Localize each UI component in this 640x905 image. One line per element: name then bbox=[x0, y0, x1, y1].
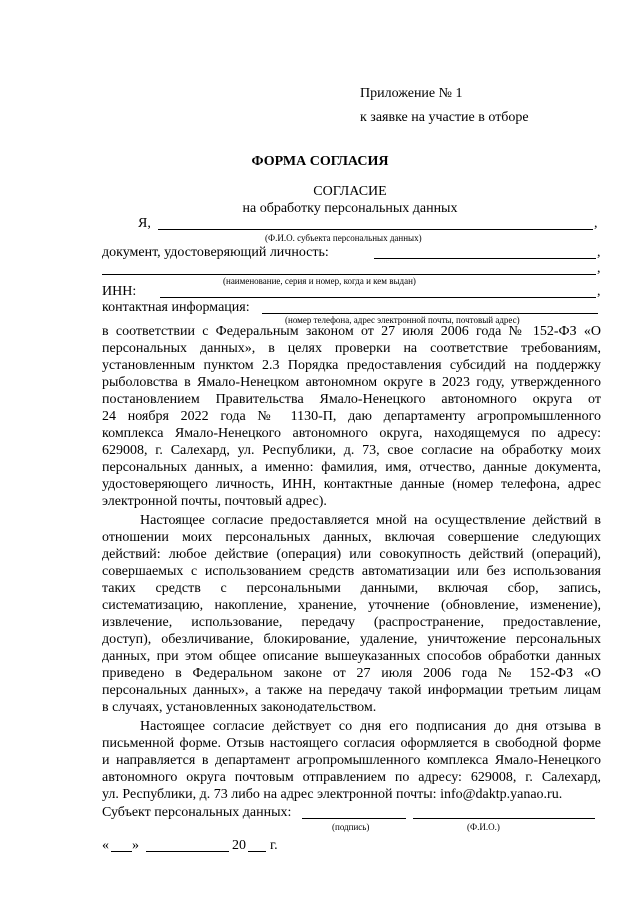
signature-hint: (подпись) bbox=[332, 822, 370, 832]
paragraph-line: удостоверяющего личность, ИНН, контактные данные (номер телефона, адрес bbox=[102, 477, 601, 492]
subject-name-field[interactable] bbox=[158, 229, 593, 230]
paragraph-line: таких средств с персональными данными, включая сбор, запись, bbox=[102, 581, 601, 596]
paragraph-line: и направляется в департамент агропромышленного комплекса Ямало-Ненецкого bbox=[102, 753, 601, 768]
paragraph-line: действий: любое действие (операция) или совокупность действий (операций), bbox=[102, 547, 601, 562]
paragraph-line: в случаях, установленных законодательством. bbox=[102, 700, 377, 715]
appendix-number: Приложение № 1 bbox=[360, 86, 463, 101]
signature-label: Субъект персональных данных: bbox=[102, 805, 292, 820]
date-open-quote: « bbox=[102, 838, 109, 853]
comma: , bbox=[597, 261, 601, 276]
paragraph-line: рыболовства в Ямало-Ненецком автономном округе в 2023 году, утвержденного bbox=[102, 375, 601, 390]
paragraph-line: совершаемых с использованием средств автоматизации или без использования bbox=[102, 564, 601, 579]
paragraph-line: в соответствии с Федеральным законом от 27 июля 2006 года № 152-ФЗ «О bbox=[102, 324, 601, 339]
date-month-field[interactable] bbox=[146, 851, 229, 852]
paragraph-line: 629008, г. Салехард, ул. Республики, д. 73, свое согласие на обработку моих bbox=[102, 443, 601, 458]
contact-hint: (номер телефона, адрес электронной почты, почтовый адрес) bbox=[285, 315, 520, 325]
paragraph-line: приведено в Федеральном законе от 27 июля 2006 года № 152-ФЗ «О bbox=[102, 666, 601, 681]
paragraph-line: 24 ноября 2022 года № 1130-П, даю департаменту агропромышленного bbox=[102, 409, 601, 424]
date-year-suffix: г. bbox=[270, 838, 278, 853]
signature-name-hint: (Ф.И.О.) bbox=[467, 822, 500, 832]
signature-name-field[interactable] bbox=[413, 818, 595, 819]
paragraph-line: комплекса Ямало-Ненецкого автономного округа, находящемуся по адресу: bbox=[102, 426, 601, 441]
paragraph-line: персональных данных, а именно: фамилия, имя, отчество, данные документа, bbox=[102, 460, 601, 475]
subject-prefix: Я, bbox=[138, 216, 151, 231]
signature-field[interactable] bbox=[302, 818, 406, 819]
date-year-prefix: 20 bbox=[232, 838, 246, 853]
contact-field[interactable] bbox=[262, 313, 598, 314]
date-year-field[interactable] bbox=[248, 851, 266, 852]
id-document-hint: (наименование, серия и номер, когда и кем выдан) bbox=[223, 276, 416, 286]
paragraph-line: персональных данных», в целях проверки на соответствие требованиям, bbox=[102, 341, 601, 356]
document-title: СОГЛАСИЕ bbox=[313, 184, 387, 199]
paragraph-line: письменной форме. Отзыв настоящего согласия оформляется в свободной форме bbox=[102, 736, 601, 751]
paragraph-line: постановлением Правительства Ямало-Ненецкого автономного округа от bbox=[102, 392, 601, 407]
paragraph-line: извлечение, использование, передачу (распространение, предоставление, bbox=[102, 615, 601, 630]
paragraph-line: автономного округа почтовым отправлением по адресу: 629008, г. Салехард, bbox=[102, 770, 601, 785]
paragraph-line: ул. Республики, д. 73 либо на адрес электронной почты: info@daktp.yanao.ru. bbox=[102, 787, 563, 802]
paragraph-line: доступ), обезличивание, блокирование, удаление, уничтожение персональных bbox=[102, 632, 601, 647]
appendix-subtitle: к заявке на участие в отборе bbox=[360, 110, 529, 125]
paragraph-line: отношении моих персональных данных, включая совершение следующих bbox=[102, 530, 601, 545]
date-close-quote: » bbox=[132, 838, 139, 853]
comma: , bbox=[597, 245, 601, 260]
inn-field[interactable] bbox=[160, 297, 596, 298]
paragraph-line: систематизацию, накопление, хранение, уточнение (обновление, изменение), bbox=[102, 598, 601, 613]
paragraph-line: персональных данных», а также на передачу такой информации третьим лицам bbox=[102, 683, 601, 698]
id-document-field-line-2[interactable] bbox=[102, 274, 596, 275]
date-day-field[interactable] bbox=[111, 851, 132, 852]
form-title: ФОРМА СОГЛАСИЯ bbox=[251, 154, 389, 169]
subject-name-hint: (Ф.И.О. субъекта персональных данных) bbox=[265, 233, 422, 243]
comma: , bbox=[597, 284, 601, 299]
paragraph-line: электронной почты, почтовый адрес). bbox=[102, 494, 327, 509]
id-document-field[interactable] bbox=[374, 258, 596, 259]
document-subtitle: на обработку персональных данных bbox=[242, 201, 458, 216]
contact-label: контактная информация: bbox=[102, 300, 250, 315]
inn-label: ИНН: bbox=[102, 284, 137, 299]
id-document-label: документ, удостоверяющий личность: bbox=[102, 245, 329, 260]
paragraph-line: Настоящее согласие действует со дня его подписания до дня отзыва в bbox=[140, 719, 601, 734]
paragraph-line: данных, при этом общее описание вышеуказанных способов обработки данных bbox=[102, 649, 601, 664]
paragraph-line: установленным пунктом 2.3 Порядка предоставления субсидий на поддержку bbox=[102, 358, 601, 373]
comma: , bbox=[594, 216, 598, 231]
paragraph-line: Настоящее согласие предоставляется мной на осуществление действий в bbox=[140, 513, 601, 528]
